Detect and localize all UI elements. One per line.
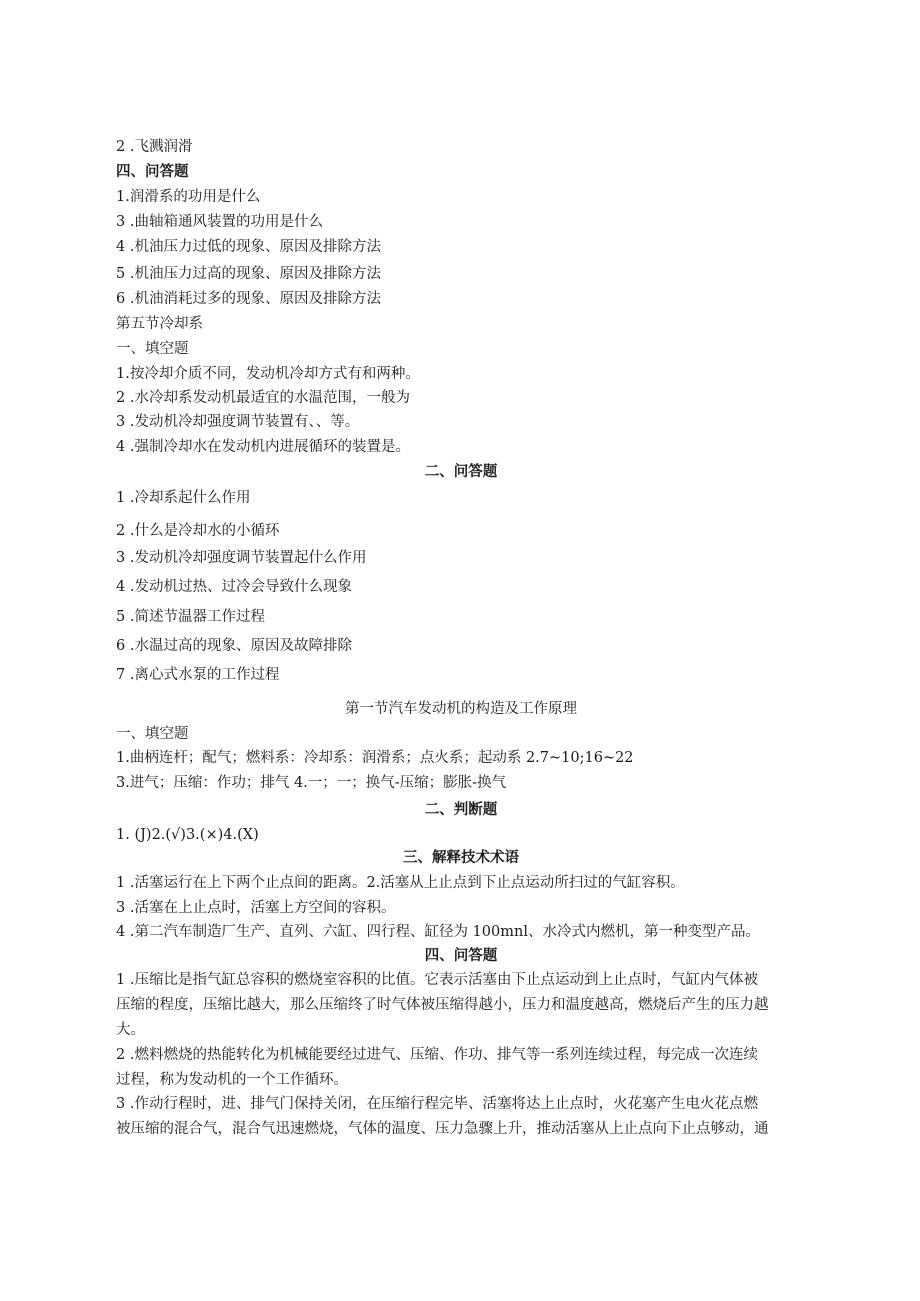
- text-line: 4 .强制冷却水在发动机内进展循环的装置是。: [116, 439, 410, 455]
- text-line: 4 .机油压力过低的现象、原因及排除方法: [116, 239, 381, 255]
- text-line: 6 .水温过高的现象、原因及故障排除: [116, 638, 352, 654]
- section-heading-center: 二、判断题: [424, 802, 498, 818]
- text-line: 4 .第二汽车制造厂生产、直列、六缸、四行程、缸径为 100mnl、水冷式内燃机，第一种变型产品。: [116, 924, 760, 940]
- text-line: 3 .曲轴箱通风装置的功用是什么: [116, 214, 323, 230]
- text-line: 2 .燃料燃烧的热能转化为机械能要经过进气、压缩、作功、排气等一系列连续过程，每完成一次连续: [116, 1047, 758, 1063]
- text-line: 1.曲柄连杆；配气；燃料系：冷却系：润滑系；点火系；起动系 2.7~10;16~22: [116, 750, 634, 766]
- subsection-title: 一、填空题: [116, 726, 189, 742]
- text-line: 1. (J)2.(√)3.(×)4.(X): [116, 827, 259, 843]
- text-line: 3.进气；压缩：作功；排气 4.一；一；换气-压缩；膨胀-换气: [116, 775, 507, 791]
- text-line: 过程，称为发动机的一个工作循环。: [116, 1072, 348, 1088]
- text-line: 1 .冷却系起什么作用: [116, 490, 251, 506]
- text-line: 4 .发动机过热、过冷会导致什么现象: [116, 579, 352, 595]
- text-line: 3 .发动机冷却强度调节装置起什么作用: [116, 550, 367, 566]
- text-line: 2 .飞溅润滑: [116, 139, 193, 155]
- text-line: 2 .水冷却系发动机最适宜的水温范围，一般为: [116, 390, 410, 406]
- text-line: 5 .机油压力过高的现象、原因及排除方法: [116, 266, 381, 282]
- section-title: 第五节冷却系: [116, 316, 203, 332]
- text-line: 3 .作动行程时，进、排气门保持关闭，在压缩行程完毕、活塞将达上止点时，火花塞产生电火花点燃: [116, 1096, 758, 1112]
- text-line: 1.润滑系的功用是什么: [116, 189, 261, 205]
- chapter-title-center: 第一节汽车发动机的构造及工作原理: [345, 701, 577, 717]
- text-line: 6 .机油消耗过多的现象、原因及排除方法: [116, 291, 381, 307]
- section-heading-center: 三、解释技术术语: [403, 850, 519, 866]
- text-line: 7 .离心式水泵的工作过程: [116, 667, 280, 683]
- text-line: 大。: [116, 1022, 145, 1038]
- text-line: 3 .发动机冷却强度调节装置有、、等。: [116, 414, 360, 430]
- section-heading-center: 二、问答题: [424, 464, 498, 480]
- subsection-title: 一、填空题: [116, 341, 189, 357]
- section-heading: 四、问答题: [116, 164, 189, 180]
- text-line: 被压缩的混合气，混合气迅速燃烧，气体的温度、压力急骤上升，推动活塞从上止点向下止点够动，通: [116, 1121, 769, 1137]
- text-line: 压缩的程度，压缩比越大，那么压缩终了时气体被压缩得越小，压力和温度越高，燃烧后产生的压力越: [116, 997, 769, 1013]
- text-line: 1 .活塞运行在上下两个止点间的距离。2.活塞从上止点到下止点运动所扫过的气缸容积。: [116, 875, 685, 891]
- text-line: 3 .活塞在上止点时，活塞上方空间的容积。: [116, 900, 396, 916]
- text-line: 2 .什么是冷却水的小循环: [116, 523, 280, 539]
- section-heading-center: 四、问答题: [424, 948, 498, 964]
- text-line: 5 .简述节温器工作过程: [116, 609, 265, 625]
- text-line: 1 .压缩比是指气缸总容积的燃烧室容积的比值。它表示活塞由下止点运动到上止点时，气缸内气体被: [116, 972, 758, 988]
- text-line: 1.按冷却介质不同，发动机冷却方式有和两种。: [116, 366, 420, 382]
